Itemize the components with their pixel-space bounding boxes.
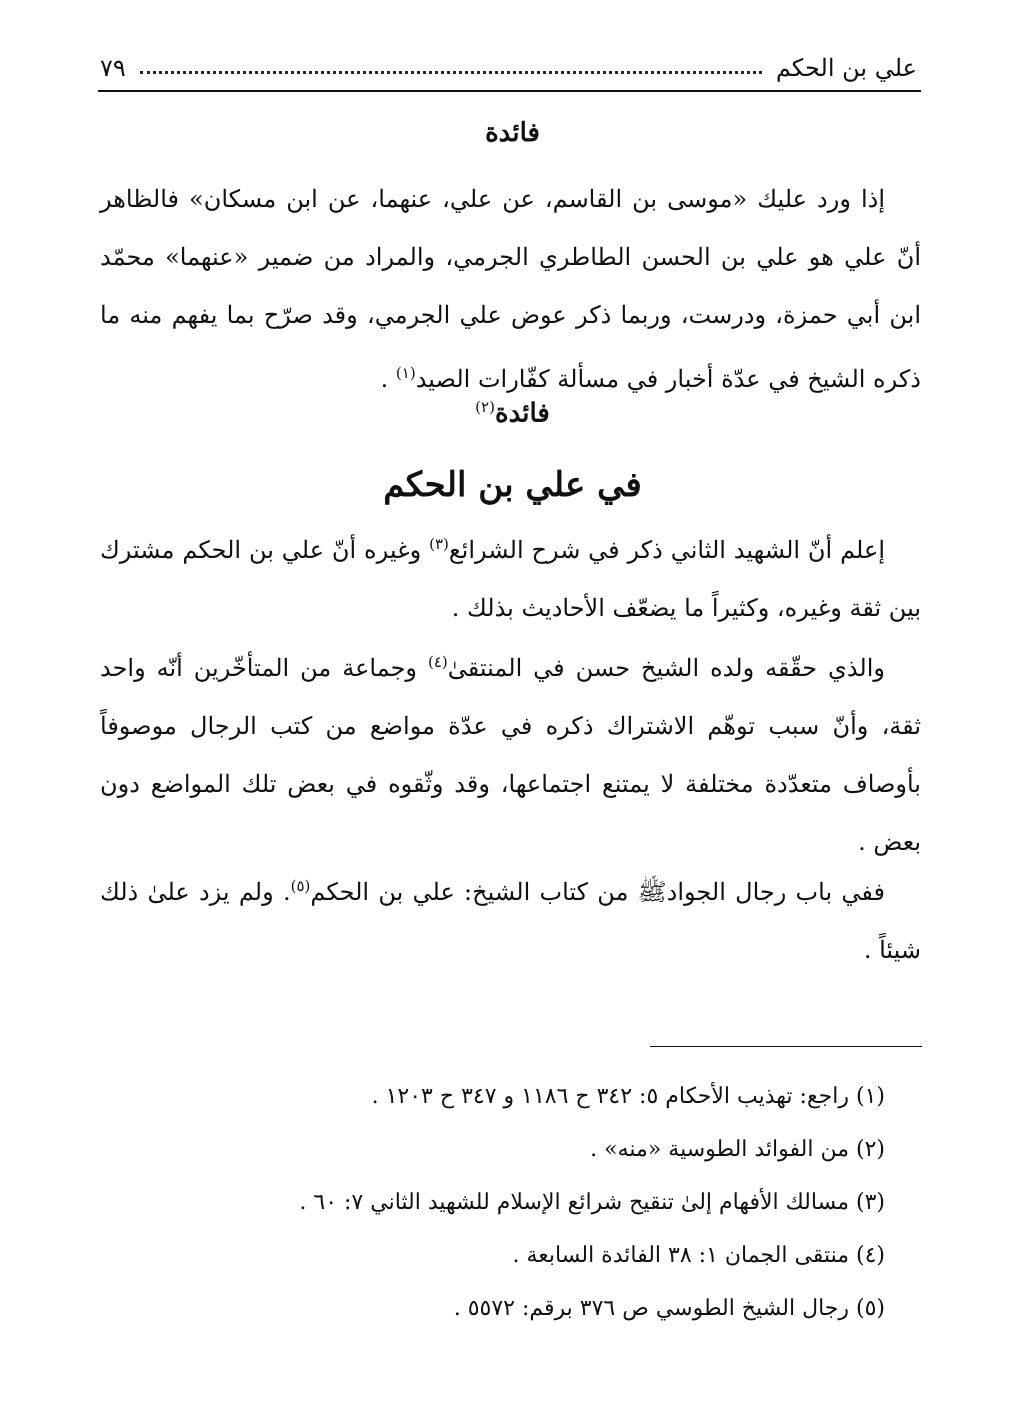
header-dot-leader xyxy=(140,71,762,74)
paragraph-4-text-a: ففي باب رجال الجوادﷺ من كتاب الشيخ: علي بن الحكم xyxy=(310,878,885,906)
heading-faida-1-text: فائدة xyxy=(485,118,540,148)
header-rule xyxy=(98,90,921,92)
footnote-ref-4[interactable]: (٤) xyxy=(427,653,448,671)
running-header xyxy=(100,42,917,82)
paragraph-3-text-b: وجماعة من المتأخّرين أنّه واحد ثقة، وأنّ سبب توهّم الاشتراك ذكره في عدّة مواضع من كتب الرجال موصوفاً بأوصاف متعدّدة مختلفة لا يمتنع اجتماعها، وقد وثّقوه في بعض تلك المواضع دون بعض . xyxy=(100,654,921,856)
heading-faida-1 xyxy=(100,118,925,148)
footnote-3: (٣) مسالك الأفهام إلىٰ تنقيح شرائع الإسلام للشهيد الثاني ٧: ٦٠ . xyxy=(299,1190,885,1215)
paragraph-2 xyxy=(100,515,921,637)
section-title xyxy=(100,465,925,505)
footnote-5: (٥) رجال الشيخ الطوسي ص ٣٧٦ برقم: ٥٥٧٢ . xyxy=(453,1296,885,1321)
paragraph-1 xyxy=(100,170,921,408)
running-title: علي بن الحكم xyxy=(775,54,917,82)
footnote-ref-1[interactable]: (١) xyxy=(395,364,416,382)
footnote-ref-5[interactable]: (٥) xyxy=(290,877,311,895)
heading-faida-2 xyxy=(100,398,925,429)
paragraph-4 xyxy=(100,857,921,979)
paragraph-4-text-b: . ولم يزد علىٰ ذلك شيئاً . xyxy=(100,878,921,964)
paragraph-3-text-a: والذي حقّقه ولده الشيخ حسن في المنتقىٰ xyxy=(447,654,885,682)
paragraph-2-text-a: إعلم أنّ الشهيد الثاني ذكر في شرح الشرائع xyxy=(448,536,885,564)
footnote-ref-2[interactable]: (٢) xyxy=(475,398,495,416)
paragraph-1-text: إذا ورد عليك «موسى بن القاسم، عن علي، عنهما، عن ابن مسكان» فالظاهر أنّ علي هو علي بن الحسن الطاطري الجرمي، والمراد من ضمير «عنهما» محمّد ابن أبي حمزة، ودرست، وربما ذكر عوض علي الجرمي، وقد صرّح بما يفهم منه ما ذكره الشيخ في عدّة أخبار في مسألة كفّارات الصيد xyxy=(100,185,921,393)
paragraph-1-end: . xyxy=(380,365,396,393)
footnote-2: (٢) من الفوائد الطوسية «منه» . xyxy=(590,1137,885,1162)
footnote-ref-3[interactable]: (٣) xyxy=(429,535,449,553)
footnote-4: (٤) منتقى الجمان ١: ٣٨ الفائدة السابعة . xyxy=(512,1243,885,1268)
paragraph-3 xyxy=(100,633,921,871)
footnotes xyxy=(100,1070,885,1335)
page-number: ٧٩ xyxy=(100,54,126,82)
footnote-separator xyxy=(650,1046,922,1047)
footnote-1: (١) راجع: تهذيب الأحكام ٥: ٣٤٢ ح ١١٨٦ و ٣٤٧ ح ١٢٠٣ . xyxy=(371,1084,885,1109)
paragraph-2-text-b: وغيره أنّ علي بن الحكم مشترك بين ثقة وغيره، وكثيراً ما يضعّف الأحاديث بذلك . xyxy=(100,536,921,622)
heading-faida-2-text: فائدة xyxy=(494,398,550,429)
section-title-text: في علي بن الحكم xyxy=(383,465,642,505)
